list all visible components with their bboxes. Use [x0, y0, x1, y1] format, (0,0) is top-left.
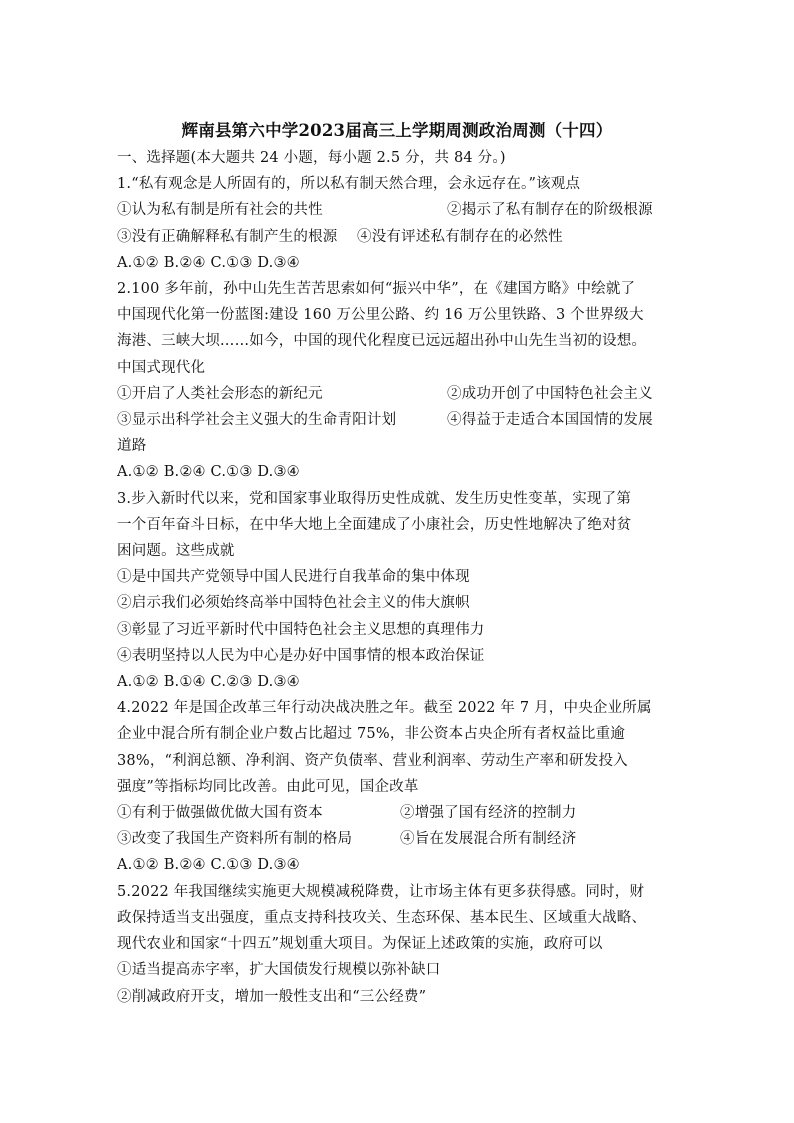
exam-title: 辉南县第六中学2023届高三上学期周测政治周测（十四）: [181, 121, 613, 140]
option-3: ③彰显了习近平新时代中国特色社会主义思想的真理伟力: [117, 621, 485, 638]
answer-choices: A.①② B.②④ C.①③ D.③④: [117, 464, 300, 481]
question-stem-line: 海港、三峡大坝……如今，中国的现代化程度已远远超出孙中山先生当初的设想。: [117, 333, 647, 350]
option-row: [117, 224, 677, 250]
question-stem-line: 企业中混合所有制企业户数占比超过 75%，非公资本占央企所有者权益比重逾: [117, 726, 626, 743]
option-1: ①有利于做强做优做大国有资本: [117, 805, 323, 822]
question-stem-line: 强度”等指标均同比改善。由此可见，国企改革: [117, 778, 419, 795]
question-4: [117, 695, 677, 878]
answer-choices: A.①② B.②④ C.①③ D.③④: [117, 254, 300, 271]
question-stem-line: 一个百年奋斗日标，在中华大地上全面建成了小康社会，历史性地解决了绝对贫: [117, 516, 632, 533]
option-2: ②揭示了私有制存在的阶级根源: [447, 202, 653, 219]
option-row: [117, 407, 677, 433]
option-row: [117, 381, 677, 407]
question-stem-line: 政保持适当支出强度，重点支持科技攻关、生态环保、基本民生、区域重大战略、: [117, 909, 647, 926]
option-row: [117, 826, 677, 852]
option-2: ②削减政府开支，增加一般性支出和“三公经费”: [117, 988, 427, 1005]
answer-choices: A.①② B.①④ C.②③ D.③④: [117, 674, 300, 691]
question-stem-line: 38%，“利润总额、净利润、资产负债率、营业利润率、劳动生产率和研发投入: [117, 752, 628, 769]
question-3: [117, 486, 677, 696]
question-stem-line: 5.2022 年我国继续实施更大规模减税降费，让市场主体有更多获得感。同时，财: [117, 883, 645, 900]
option-row: [117, 197, 677, 223]
option-2: ②成功开创了中国特色社会主义: [447, 385, 653, 402]
option-4: ④旨在发展混合所有制经济: [400, 831, 577, 848]
option-2: ②增强了国有经济的控制力: [400, 805, 577, 822]
option-3: ③改变了我国生产资料所有制的格局: [117, 831, 353, 848]
question-stem-line: 中国式现代化: [117, 359, 206, 376]
question-stem-line: 中国现代化第一份蓝图:建设 160 万公里公路、约 16 万公里铁路、3 个世界级大: [117, 307, 644, 324]
option-1: ①是中国共产党领导中国人民进行自我革命的集中体现: [117, 569, 470, 586]
option-1: ①开启了人类社会形态的新纪元: [117, 385, 323, 402]
section-heading: 一、选择题(本大题共 24 小题，每小题 2.5 分，共 84 分。): [117, 150, 506, 166]
option-2: ②启示我们必须始终高举中国特色社会主义的伟大旗帜: [117, 595, 470, 612]
option-4: ④得益于走适合本国国情的发展: [447, 412, 653, 429]
question-stem-line: 2.100 多年前，孙中山先生苦苦思索如何“振兴中华”，在《建国方略》中绘就了: [117, 281, 636, 298]
option-4: ④表明坚持以人民为中心是办好中国事情的根本政治保证: [117, 647, 485, 664]
option-4: ④没有评述私有制存在的必然性: [357, 228, 563, 245]
option-1: ①适当提高赤字率，扩大国债发行规模以弥补缺口: [117, 962, 441, 979]
exam-content: [117, 119, 677, 1010]
question-2: [117, 276, 677, 486]
question-stem-line: 现代农业和国家“十四五”规划重大项目。为保证上述政策的实施，政府可以: [117, 936, 603, 953]
option-3: ③显示出科学社会主义强大的生命青阳计划: [117, 412, 397, 429]
question-stem-line: 4.2022 年是国企改革三年行动决战决胜之年。截至 2022 年 7 月，中央企业所属: [117, 700, 652, 717]
option-continuation: 道路: [117, 438, 147, 455]
option-3: ③没有正确解释私有制产生的根源: [117, 228, 338, 245]
option-1: ①认为私有制是所有社会的共性: [117, 202, 323, 219]
option-row: [117, 800, 677, 826]
question-stem-line: 1.“私有观念是人所固有的，所以私有制天然合理，会永远存在。”该观点: [117, 176, 581, 193]
question-stem-line: 困问题。这些成就: [117, 543, 235, 560]
question-5: [117, 879, 677, 1010]
question-1: [117, 171, 677, 276]
answer-choices: A.①② B.②④ C.①③ D.③④: [117, 857, 300, 874]
question-stem-line: 3.步入新时代以来，党和国家事业取得历史性成就、发生历史性变革，实现了第: [117, 490, 632, 507]
